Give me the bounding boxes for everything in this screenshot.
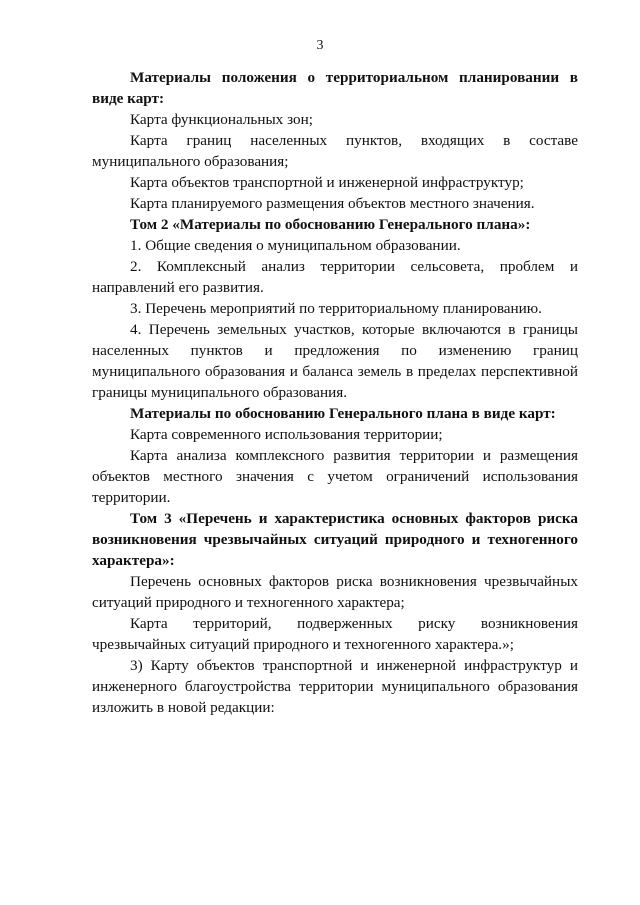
paragraph: Карта анализа комплексного развития территории и размещения объектов местного значения с учетом ограничений использования территории. <box>92 447 578 506</box>
document-body <box>92 67 578 718</box>
paragraph: 3. Перечень мероприятий по территориальному планированию. <box>130 300 542 317</box>
section-heading: Материалы положения о территориальном планировании в виде карт: <box>92 69 578 107</box>
section-heading: Том 3 «Перечень и характеристика основных факторов риска возникновения чрезвычайных ситуаций природного и техногенного характера»: <box>92 510 578 569</box>
paragraph: 1. Общие сведения о муниципальном образовании. <box>130 237 461 254</box>
paragraph: Карта современного использования территории; <box>130 426 443 443</box>
paragraph: 3) Карту объектов транспортной и инженерной инфраструктур и инженерного благоустройства территории муниципального образования изложить в новой редакции: <box>92 657 578 716</box>
paragraph: Карта объектов транспортной и инженерной инфраструктур; <box>130 174 524 191</box>
paragraph: Карта планируемого размещения объектов местного значения. <box>130 195 535 212</box>
paragraph: Карта территорий, подверженных риску возникновения чрезвычайных ситуаций природного и техногенного характера.»; <box>92 615 578 653</box>
page-number: 3 <box>316 38 324 53</box>
paragraph: 4. Перечень земельных участков, которые включаются в границы населенных пунктов и предложения по изменению границ муниципального образования и баланса земель в пределах перспективной границы муниципального образования. <box>92 321 578 401</box>
section-heading: Том 2 «Материалы по обоснованию Генерального плана»: <box>130 216 531 233</box>
section-heading: Материалы по обоснованию Генерального плана в виде карт: <box>130 405 556 422</box>
paragraph: Перечень основных факторов риска возникновения чрезвычайных ситуаций природного и техногенного характера; <box>92 573 578 611</box>
paragraph: Карта функциональных зон; <box>130 111 313 128</box>
paragraph: 2. Комплексный анализ территории сельсовета, проблем и направлений его развития. <box>92 258 578 296</box>
paragraph: Карта границ населенных пунктов, входящих в составе муниципального образования; <box>92 132 578 170</box>
